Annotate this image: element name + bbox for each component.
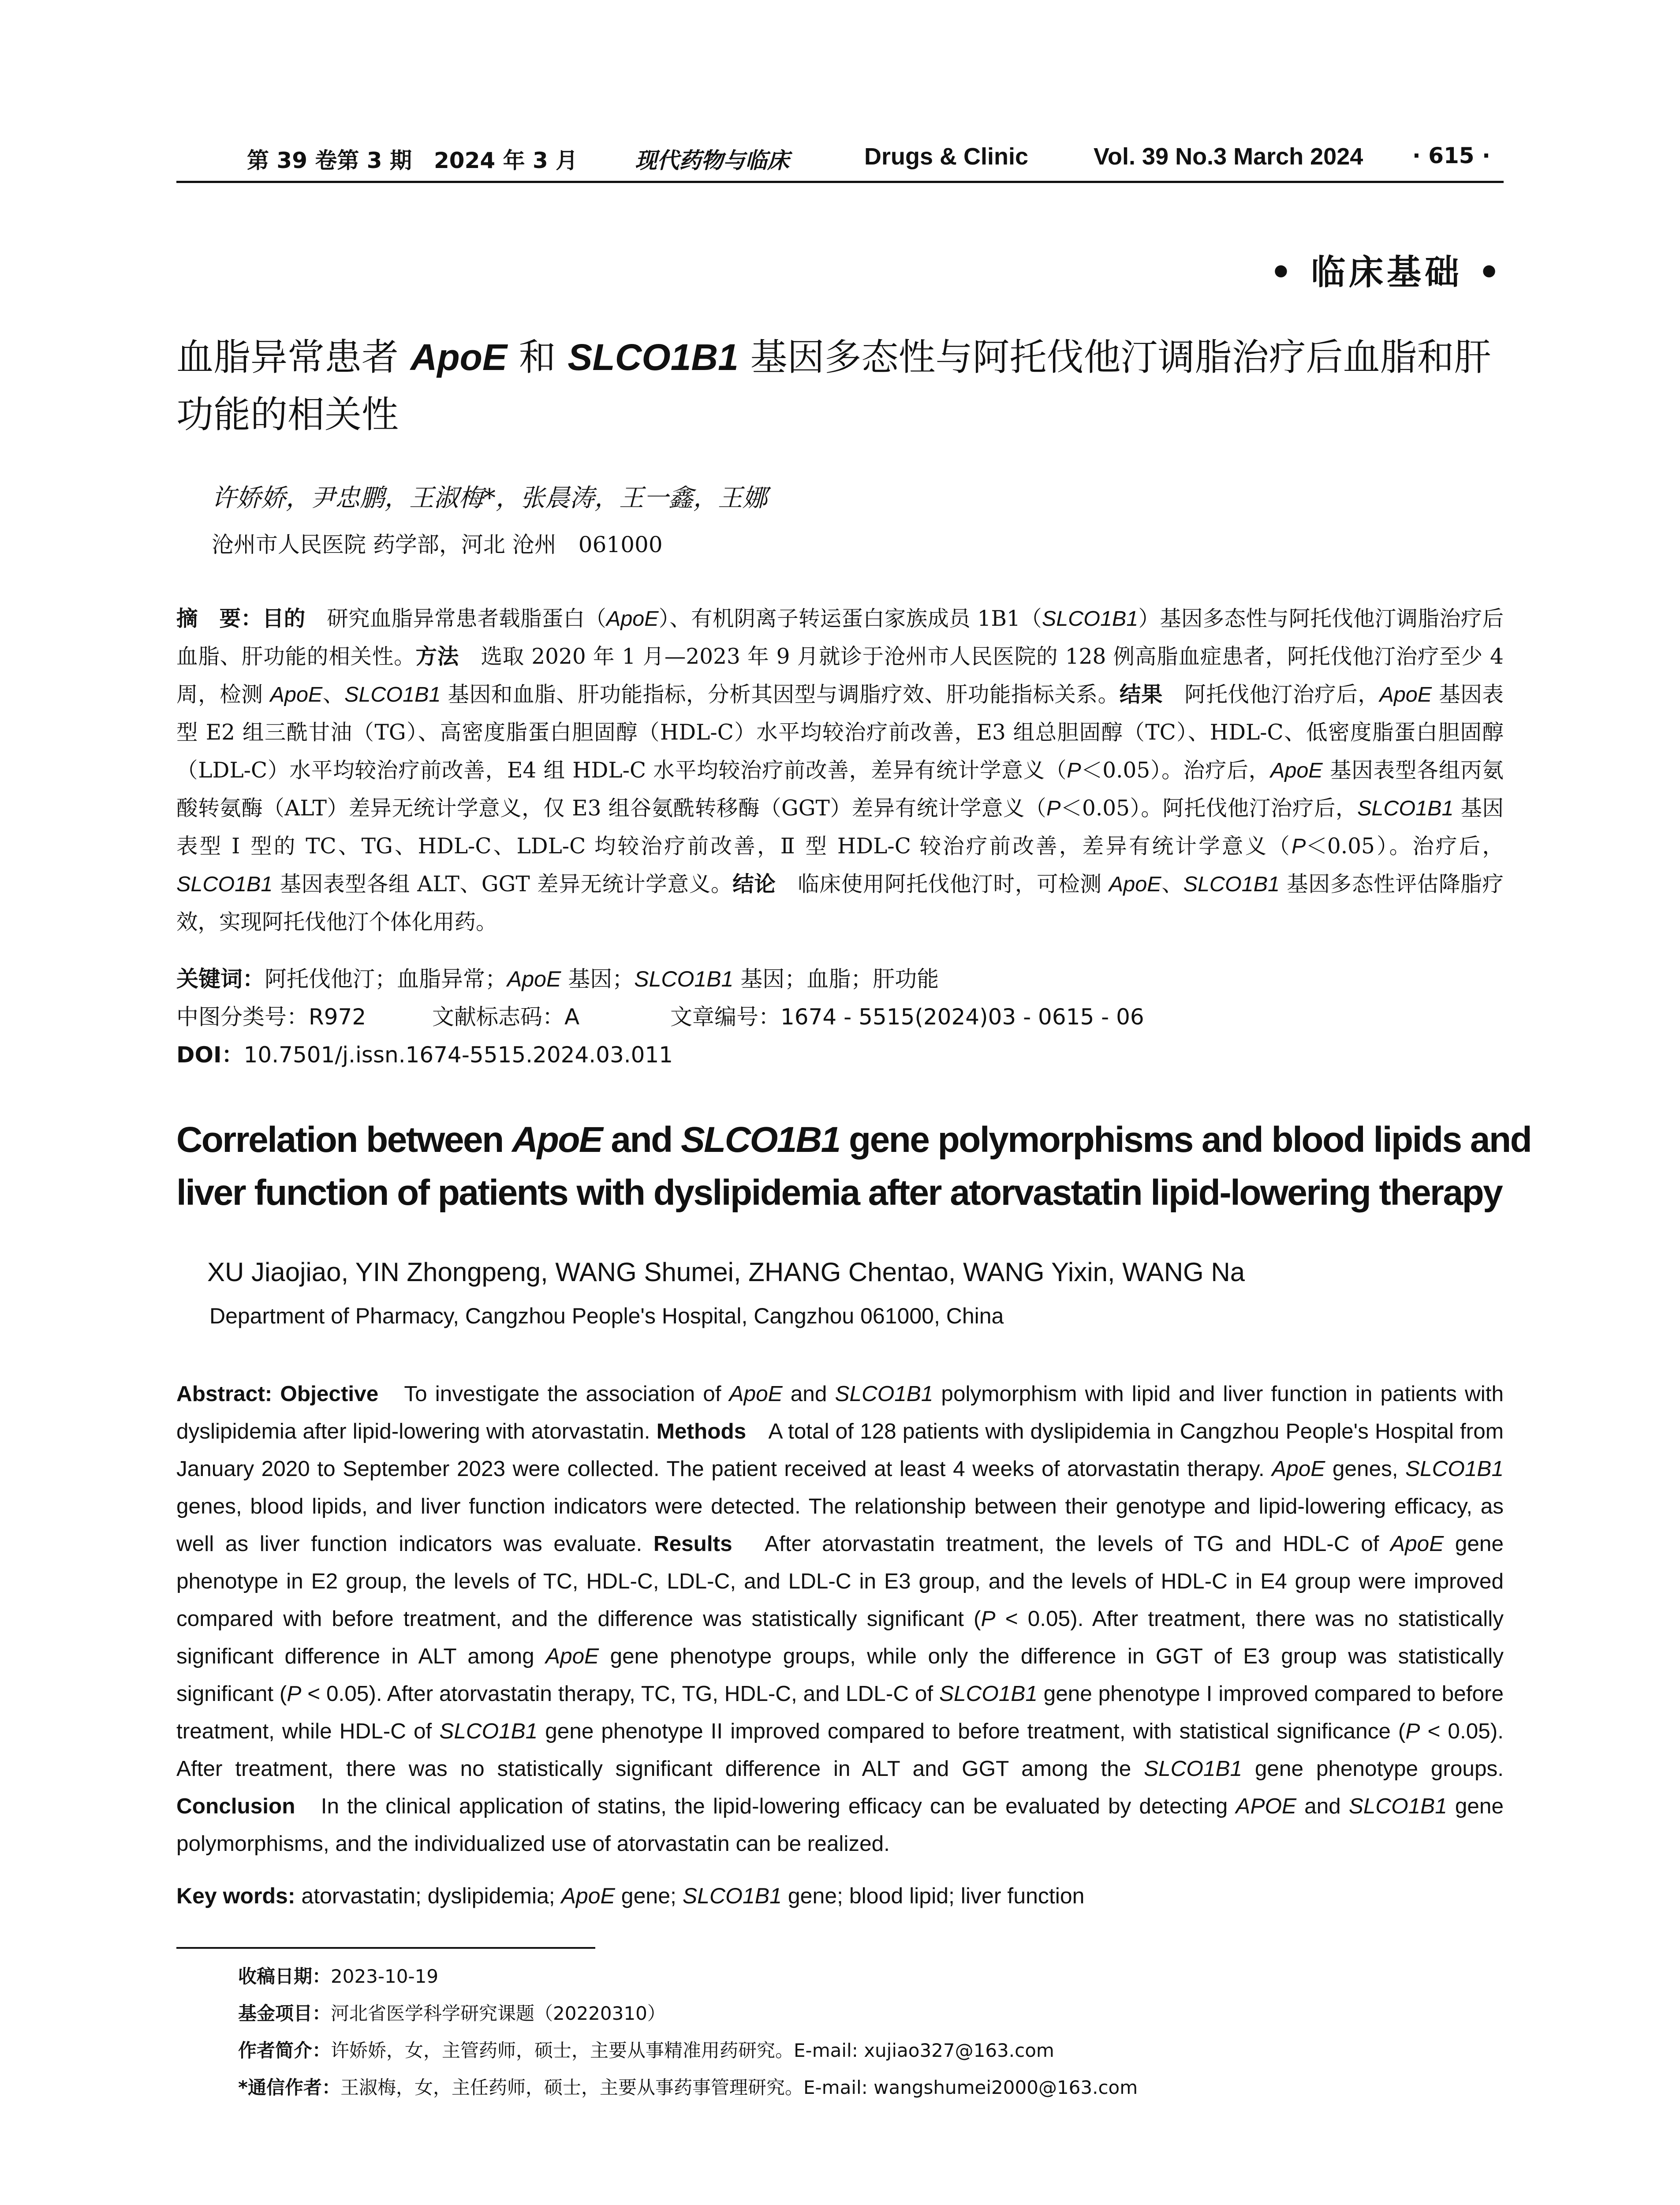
doi: DOI：10.7501/j.issn.1674-5515.2024.03.011 <box>176 1042 673 1068</box>
authors-en: XU Jiaojiao, YIN Zhongpeng, WANG Shumei, ZHANG Chentao, WANG Yixin, WANG Na <box>207 1257 1245 1287</box>
volume-info: Vol. 39 No.3 March 2024 <box>1094 143 1363 170</box>
keywords-cn: 关键词：阿托伐他汀；血脂异常；ApoE 基因；SLCO1B1 基因；血脂；肝功能 <box>176 966 939 992</box>
abstract-cn: 摘 要：目的 研究血脂异常患者载脂蛋白（ApoE）、有机阴离子转运蛋白家族成员 1B1（SLCO1B1）基因多态性与阿托伐他汀调脂治疗后血脂、肝功能的相关性。方法 选取 2020 年 1 月—2023 年 9 月就诊于沧州市人民医院的 128 例高脂血症患者，阿托伐他汀治疗至少 4 周，检测 ApoE、SLCO1B1 基因和血脂、肝功能指标，分析其因型与调脂疗效、肝功能指标关系。结果 阿托伐他汀治疗后，ApoE 基因表型 E2 组三酰甘油（TG）、高密度脂蛋白胆固醇（HDL-C）水平均较治疗前改善，E3 组总胆固醇（TC）、HDL-C、低密度脂蛋白胆固醇（LDL-C）水平均较治疗前改善，E4 组 HDL-C 水平均较治疗前改善，差异有统计学意义（P＜0.05）。治疗后，ApoE 基因表型各组丙氨酸转氨酶（ALT）差异无统计学意义，仅 E3 组谷氨酰转移酶（GGT）差异有统计学意义（P＜0.05）。阿托伐他汀治疗后，SLCO1B1 基因表型 Ⅰ 型的 TC、TG、HDL-C、LDL-C 均较治疗前改善，Ⅱ 型 HDL-C 较治疗前改善，差异有统计学意义（P＜0.05）。治疗后，SLCO1B1 基因表型各组 ALT、GGT 差异无统计学意义。结论 临床使用阿托伐他汀时，可检测 ApoE、SLCO1B1 基因多态性评估降脂疗效，实现阿托伐他汀个体化用药。 <box>176 606 1504 934</box>
issue-info: 第 39 卷第 3 期 2024 年 3 月 <box>247 148 578 173</box>
keywords-en: Key words: atorvastatin; dyslipidemia; ApoE gene; SLCO1B1 gene; blood lipid; liver function <box>176 1884 1085 1908</box>
footnote-author: 作者简介：许娇娇，女，主管药师，硕士，主要从事精准用药研究。E-mail: xujiao327@163.com <box>238 2040 1054 2061</box>
footnotes <box>238 1958 1138 2106</box>
affiliation-en: Department of Pharmacy, Cangzhou People's Hospital, Cangzhou 061000, China <box>209 1304 1004 1328</box>
title-cn: 血脂异常患者 ApoE 和 SLCO1B1 基因多态性与阿托伐他汀调脂治疗后血脂和肝功能的相关性 <box>176 336 1491 436</box>
footnote-received: 收稿日期：2023-10-19 <box>238 1966 439 1987</box>
classification-line <box>176 999 1144 1031</box>
clc-number: 中图分类号：R972 <box>176 1004 366 1030</box>
affiliation-cn: 沧州市人民医院 药学部，河北 沧州 061000 <box>212 532 663 557</box>
journal-name-en: Drugs & Clinic <box>864 143 1029 170</box>
title-en: Correlation between ApoE and SLCO1B1 gene polymorphisms and blood lipids and liver function of patients with dyslipidemia after atorvastatin lipid-lowering therapy <box>176 1120 1531 1213</box>
footnote-corresponding: *通信作者：王淑梅，女，主任药师，硕士，主要从事药事管理研究。E-mail: wangshumei2000@163.com <box>238 2077 1138 2098</box>
journal-name-cn: 现代药物与临床 <box>635 147 789 173</box>
article-number: 文章编号：1674 - 5515(2024)03 - 0615 - 06 <box>670 1004 1144 1030</box>
footnote-divider <box>176 1947 595 1949</box>
running-header <box>176 132 1504 183</box>
page-number: · 615 · <box>1412 143 1490 168</box>
document-code: 文献标志码：A <box>432 1004 580 1030</box>
authors-cn: 许娇娇，尹忠鹏，王淑梅*，张晨涛，王一鑫，王娜 <box>212 484 767 512</box>
footnote-fund: 基金项目：河北省医学科学研究课题（20220310） <box>238 2003 666 2024</box>
abstract-en: Abstract: Objective To investigate the association of ApoE and SLCO1B1 polymorphism with lipid and liver function in patients with dyslipidemia after lipid-lowering with atorvastatin. Methods A total of 128 patients with dyslipidemia in Cangzhou People's Hospital from January 2020 to September 2023 were collected. The patient received at least 4 weeks of atorvastatin therapy. ApoE genes, SLCO1B1 genes, blood lipids, and liver function indicators were detected. The relationship between their genotype and lipid-lowering efficacy, as well as liver function indicators was evaluate. Results After atorvastatin treatment, the levels of TG and HDL-C of ApoE gene phenotype in E2 group, the levels of TC, HDL-C, LDL-C, and LDL-C in E3 group, and the levels of HDL-C in E4 group were improved compared with before treatment, and the difference was statistically significant (P < 0.05). After treatment, there was no statistically significant difference in ALT among ApoE gene phenotype groups, while only the difference in GGT of E3 group was statistically significant (P < 0.05). After atorvastatin therapy, TC, TG, HDL-C, and LDL-C of SLCO1B1 gene phenotype I improved compared to before treatment, while HDL-C of SLCO1B1 gene phenotype II improved compared to before treatment, with statistical significance (P < 0.05). After treatment, there was no statistically significant difference in ALT and GGT among the SLCO1B1 gene phenotype groups. Conclusion In the clinical application of statins, the lipid-lowering efficacy can be evaluated by detecting APOE and SLCO1B1 gene polymorphisms, and the individualized use of atorvastatin can be realized. <box>176 1382 1504 1856</box>
doi-link[interactable]: 10.7501/j.issn.1674-5515.2024.03.011 <box>243 1042 673 1068</box>
section-tag: • 临床基础 • <box>1269 252 1504 292</box>
